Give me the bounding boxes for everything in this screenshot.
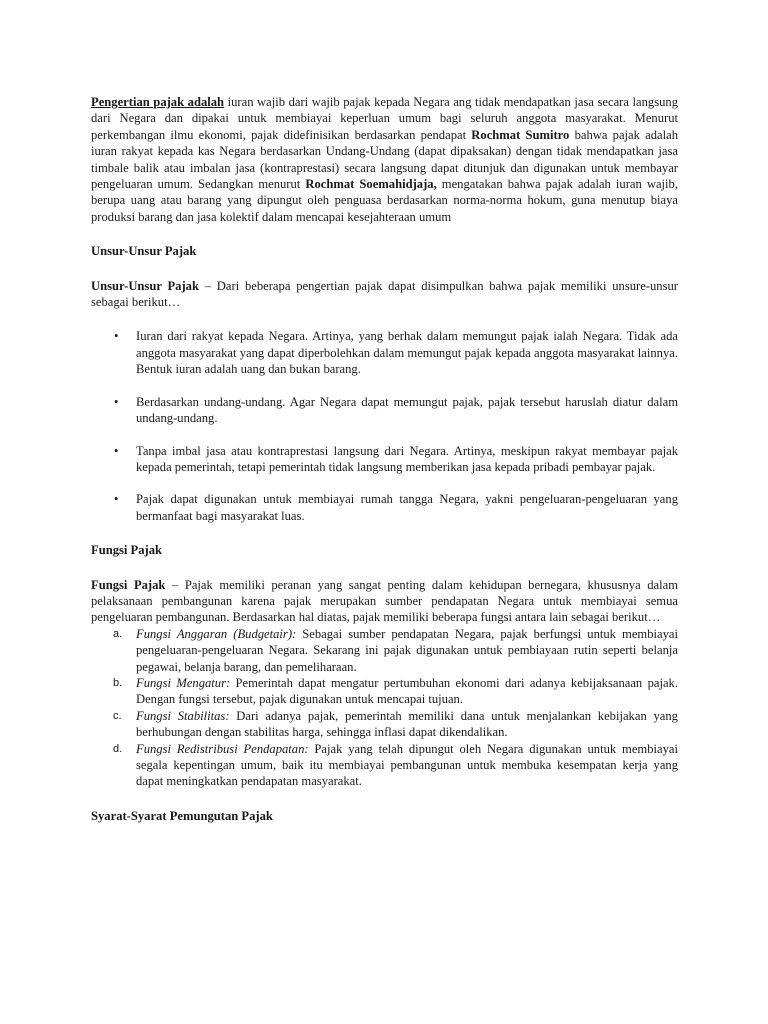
fungsi-item-desc: Sebagai sumber pendapatan Negara, pajak berfungsi untuk membiayai pengeluaran-pengeluaran Negara. Sekarang ini pajak digunakan untuk pembiayaan rutin seperti belanja pegawai, belanja barang, dan pemeliharaan. <box>136 626 678 674</box>
fungsi-item-term: Fungsi Stabilitas: <box>136 708 230 723</box>
fungsi-item-marker: a. <box>113 627 123 640</box>
fungsi-item-marker: b. <box>113 676 123 689</box>
unsur-heading: Unsur-Unsur Pajak <box>91 244 197 259</box>
unsur-paragraph <box>91 278 678 311</box>
fungsi-paragraph <box>91 577 678 626</box>
intro-paragraph <box>91 94 678 225</box>
fungsi-list-item <box>91 675 678 708</box>
intro-text-3: mengatakan bahwa pajak adalah iuran wajib, berupa uang atau barang yang dipungut oleh penguasa berdasarkan norma-norma hokum, guna menutup biaya produksi barang dan jasa kolektif dalam mencapai kesejahteraan umum <box>91 177 678 224</box>
fungsi-heading: Fungsi Pajak <box>91 543 163 558</box>
unsur-list <box>91 328 678 524</box>
intro-text-1: iuran wajib dari wajib pajak kepada Negara ang tidak mendapatkan jasa secara langsung dari Negara dan dipakai untuk membiayai keperluan umum bagi seluruh anggota masyarakat. Menurut perkembangan ilmu ekonomi, pajak didefinisikan berdasarkan pendapat <box>91 95 678 142</box>
unsur-lead: Unsur-Unsur Pajak <box>91 278 199 293</box>
fungsi-list-item <box>91 741 678 790</box>
fungsi-item-desc: Pajak yang telah dipungut oleh Negara digunakan untuk membiayai segala kepentingan umum, baik itu membiayai pembangunan untuk membuka kesempatan kerja yang dapat meningkatkan pendapatan masyarakat. <box>136 741 678 789</box>
fungsi-item-marker: c. <box>113 709 122 722</box>
unsur-list-item: • Pajak dapat digunakan untuk membiayai rumah tangga Negara, yakni pengeluaran-pengeluaran yang bermanfaat bagi masyarakat luas. <box>91 491 678 524</box>
intro-lead: Pengertian pajak adalah <box>91 95 225 109</box>
fungsi-lead: Fungsi Pajak <box>91 577 166 592</box>
intro-name-1: Rochmat Sumitro <box>471 127 570 142</box>
fungsi-list-item <box>91 626 678 675</box>
unsur-list-item: • Berdasarkan undang-undang. Agar Negara dapat memungut pajak, pajak tersebut haruslah diatur dalam undang-undang. <box>91 394 678 427</box>
unsur-text: – Dari beberapa pengertian pajak dapat disimpulkan bahwa pajak memiliki unsure-unsur sebagai berikut… <box>91 278 678 310</box>
fungsi-list-item <box>91 708 678 741</box>
syarat-heading: Syarat-Syarat Pemungutan Pajak <box>91 808 273 823</box>
unsur-list-item: • Iuran dari rakyat kepada Negara. Artinya, yang berhak dalam memungut pajak ialah Negara. Tidak ada anggota masyarakat yang dapat diperbolehkan dalam memungut pajak kepada anggota masyarakat lainnya. Bentuk iuran adalah uang dan bukan barang. <box>91 328 678 377</box>
document-body <box>91 94 678 824</box>
fungsi-list <box>91 626 678 790</box>
fungsi-text: – Pajak memiliki peranan yang sangat penting dalam kehidupan bernegara, khususnya dalam pelaksanaan pembangunan karena pajak merupakan sumber pendapatan Negara untuk membiayai semua pengeluaran pembangunan. Berdasarkan hal diatas, pajak memiliki beberapa fungsi antara lain sebagai berikut… <box>91 577 678 625</box>
fungsi-item-desc: Pemerintah dapat mengatur pertumbuhan ekonomi dari adanya kebijaksanaan pajak. Dengan fungsi tersebut, pajak digunakan untuk mencapai tujuan. <box>136 675 678 707</box>
intro-text-2: bahwa pajak adalah iuran rakyat kepada kas Negara berdasarkan Undang-Undang (dapat dipaksakan) dengan tidak mendapatkan jasa timbale balik atau imbalan jasa (kontraprestasi) secara langsung dapat ditunjuk dan digunakan untuk membayar pengeluaran umum. Sedangkan menurut <box>91 127 679 192</box>
fungsi-item-term: Fungsi Redistribusi Pendapatan: <box>136 741 309 756</box>
fungsi-item-desc: Dari adanya pajak, pemerintah memiliki dana untuk menjalankan kebijakan yang berhubungan dengan stabilitas harga, sehingga inflasi dapat dikendalikan. <box>136 708 678 740</box>
unsur-list-item: • Tanpa imbal jasa atau kontraprestasi langsung dari Negara. Artinya, meskipun rakyat membayar pajak kepada pemerintah, tetapi pemerintah tidak langsung memberikan jasa kepada pribadi pembayar pajak. <box>91 443 678 476</box>
intro-name-2: Rochmat Soemahidjaja, <box>305 177 437 192</box>
fungsi-item-term: Fungsi Anggaran (Budgetair): <box>136 626 297 641</box>
fungsi-item-marker: d. <box>113 742 123 755</box>
fungsi-item-term: Fungsi Mengatur: <box>136 675 231 690</box>
